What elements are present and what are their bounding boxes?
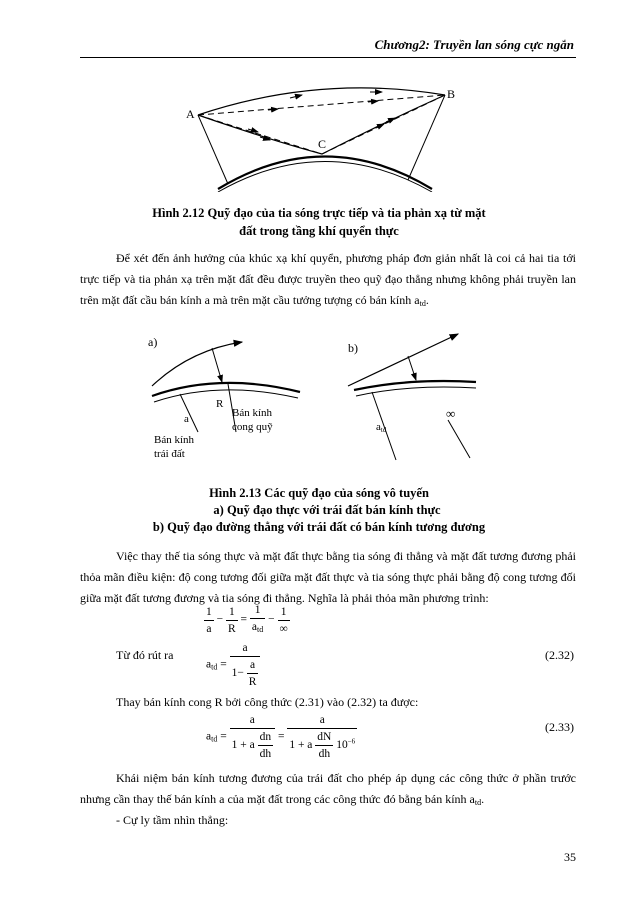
panel-b-label: b) xyxy=(348,341,358,355)
page-number: 35 xyxy=(564,850,576,864)
equation-curvature: $\frac{1}{a}$ − $\frac{1}{R}$ = $\frac{1}{a_{td}}$ − $\frac{1}{\infty}$ xyxy=(206,604,288,635)
fig213-caption-2: a) Quỹ đạo thực với trái đất bán kính thực xyxy=(213,503,441,517)
fig212-caption-1: Hình 2.12 Quỹ đạo của tia sóng trực tiếp và tia phản xạ từ mặt xyxy=(152,206,486,220)
eq-number-2-32: (2.32) xyxy=(545,648,574,662)
svg-text:Bán kính: Bán kính xyxy=(154,434,195,446)
label-A: A xyxy=(186,107,195,121)
svg-text:∞: ∞ xyxy=(446,406,456,421)
svg-text:cong quỹ: cong quỹ xyxy=(232,421,273,433)
paragraph-3: Thay bán kính cong R bởi công thức (2.31) vào (2.32) ta được: xyxy=(116,695,419,709)
svg-text:Bán kính: Bán kính xyxy=(232,407,273,419)
label-B: B xyxy=(447,87,456,101)
eq-number-2-33: (2.33) xyxy=(545,720,574,734)
svg-text:a: a xyxy=(184,413,189,425)
figure-2-12 xyxy=(150,82,480,192)
direct-ray xyxy=(198,88,445,115)
paragraph-4: Khái niệm bán kính tương đương của trái đất cho phép áp dụng các công thức ở phần trước nhưng cần thay thế bán kính a của mặt đất trong các công thức đó bằng bán kính $a_{td}$. xyxy=(80,771,576,807)
svg-text:atd: atd xyxy=(376,421,387,434)
fig213-caption-1: Hình 2.13 Các quỹ đạo của sóng vô tuyến xyxy=(209,486,429,500)
equation-2-33: $a_{td}$ = a 1 + a $\frac{dn}{dh}$ = a 1 + a $\frac{dN}{dh}$ $10^{-6}$ xyxy=(206,714,356,760)
figure-2-13 xyxy=(140,330,480,470)
paragraph-1: Để xét đến ảnh hưởng của khúc xạ khí quyển, phương pháp đơn giản nhất là coi cả hai tia tới trực tiếp và tia phản xạ trên mặt đất đều được truyền theo quỹ đạo thẳng nhưng không phải truyền lan trên mặt đất cầu bán kính a mà trên mặt cầu tưởng tượng có bán kính $a_{td}$. xyxy=(80,251,576,308)
panel-a-label: a) xyxy=(148,335,158,349)
fig212-caption-2: đất trong tầng khí quyển thực xyxy=(239,224,399,238)
header-rule xyxy=(80,57,576,58)
label-C: C xyxy=(318,137,327,151)
derive-label: Từ đó rút ra xyxy=(116,648,174,662)
equation-2-32: $a_{td}$ = a 1− $\frac{a}{R}$ xyxy=(206,640,260,690)
fig213-caption-3: b) Quỹ đạo đường thẳng với trái đất có bán kính tương đương xyxy=(152,520,486,534)
chapter-header: Chương2: Truyền lan sóng cực ngắn xyxy=(374,37,574,52)
paragraph-2: Việc thay thế tia sóng thực và mặt đất thực bằng tia sóng đi thẳng và mặt đất tương đương phải thỏa mãn điều kiện: độ cong tương đối giữa mặt đất thực và tia sóng thực phải bằng độ cong tương đối giữa mặt đất tương đương và tia sóng đi thẳng. Nghĩa là phải thỏa mãn phương trình: xyxy=(80,549,576,605)
svg-text:trái đất: trái đất xyxy=(154,448,185,460)
svg-text:R: R xyxy=(216,398,224,410)
paragraph-5: - Cự ly tầm nhìn thẳng: xyxy=(116,813,229,827)
